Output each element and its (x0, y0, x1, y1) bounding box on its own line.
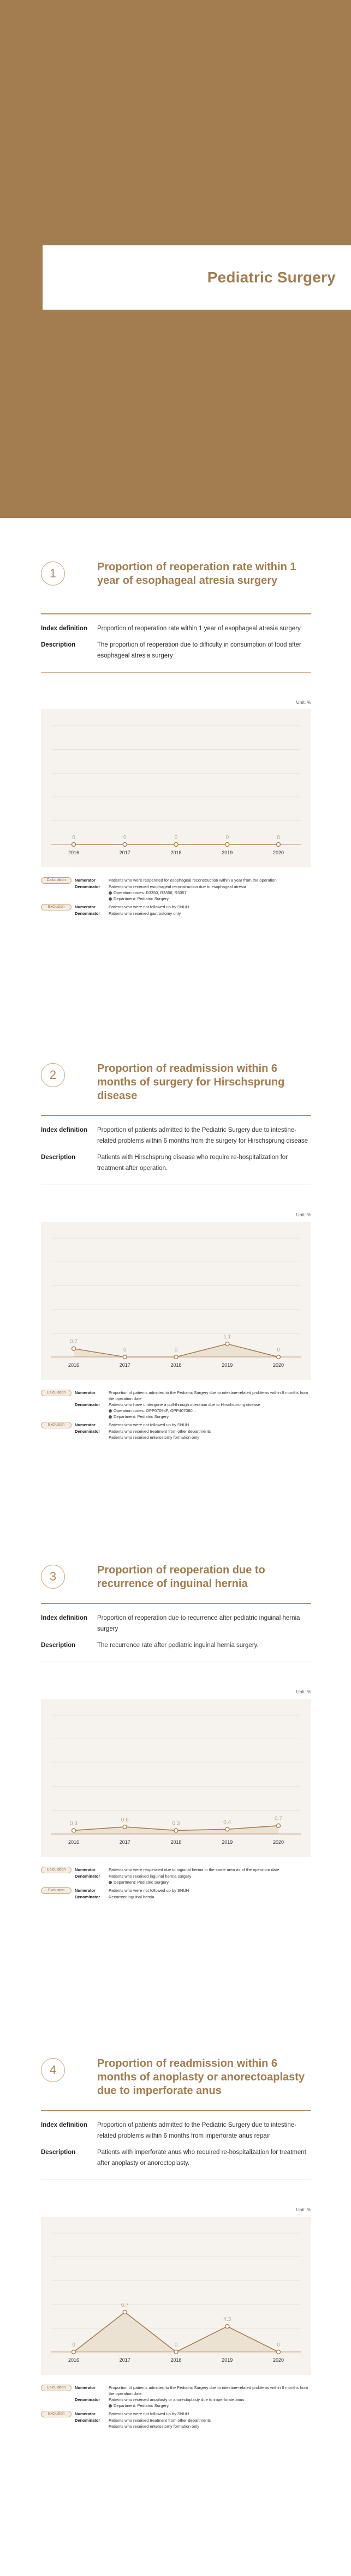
footnote-key: Denominator (75, 1429, 100, 1434)
data-label: 0.6 (121, 1817, 129, 1823)
x-tick-label: 2020 (272, 1839, 284, 1845)
description-label: Description (41, 1154, 76, 1161)
unit-label: Unit: % (296, 1212, 311, 1217)
footnote-subitem (41, 1879, 311, 1885)
footnote-row (41, 2397, 311, 2403)
x-tick-label: 2020 (272, 850, 284, 855)
index-definition-label: Index definition (41, 1127, 87, 1133)
footnote-subitem (41, 2403, 311, 2409)
footnote-subitem-text (109, 890, 311, 896)
data-point (174, 1355, 178, 1359)
spacer (41, 1879, 75, 1885)
footnote-row (41, 1887, 311, 1894)
footnote-value: Patients who received esophageal reconstruction due to esophageal atresia (109, 884, 246, 889)
footnote-subitem-text (109, 1408, 311, 1414)
description-text: The recurrence rate after pediatric inguinal hernia surgery. (97, 1642, 259, 1649)
footnote-subitem-text (109, 896, 311, 902)
spacer (41, 1434, 75, 1440)
data-point (277, 1355, 281, 1359)
data-label: 0 (174, 2342, 178, 2348)
section-header (41, 1565, 311, 1597)
footnote-row (41, 1402, 311, 1408)
footnote-key-empty (75, 1408, 109, 1414)
spacer (41, 1894, 75, 1900)
data-label: 0.3 (172, 1820, 180, 1827)
section-header (41, 1063, 311, 1109)
description-text: Patients with imperforate anus who required re-hospitalization for treatment after anoplasty or anorectoplasty. (97, 2149, 306, 2167)
exclusion-badge: Exclusion (41, 2411, 72, 2417)
footnote-value: Patients who received inguinal hernia surgery (109, 1874, 192, 1879)
footnote-key-empty (75, 2423, 109, 2429)
footnote-row (41, 1390, 311, 1402)
description-label: Description (41, 2149, 76, 2156)
spacer (41, 1408, 75, 1414)
footnote-value: Patients who were not followed up by SNUH (109, 1422, 189, 1427)
footnote-key: Denominator (75, 884, 100, 889)
data-label: 0 (123, 835, 127, 841)
footnote-row (41, 1867, 311, 1873)
data-label: 0.4 (223, 1819, 231, 1826)
description-label: Description (41, 1642, 76, 1649)
data-label: 4.3 (223, 2316, 231, 2323)
x-tick-label: 2020 (272, 2357, 284, 2363)
spacer (41, 1873, 75, 1879)
spacer (41, 2417, 75, 2423)
footnote-value: Patients who received treatment from other departments (109, 2418, 211, 2423)
chart (41, 709, 311, 867)
footnote-row (41, 1873, 311, 1879)
footnote-row (41, 910, 311, 916)
indicator-section (0, 2014, 351, 2576)
footnote-key-empty (75, 2403, 109, 2409)
exclusion-badge: Exclusion (41, 904, 72, 910)
footnote-value: Proportion of patients admitted to the Pediatric Surgery due to intestine-related problems within 6 months from the operation date (109, 2385, 308, 2396)
footnote-row (41, 1428, 311, 1434)
footnote-subitem (41, 896, 311, 902)
footnote-row (41, 1894, 311, 1900)
footnote-key-empty (75, 1414, 109, 1420)
footnote-subitem-text (109, 2403, 311, 2409)
x-tick-label: 2018 (170, 1839, 182, 1845)
divider (41, 1115, 311, 1116)
footnote-value: Patients who have undergone a pull-through operation due to Hirschsprung disease (109, 1402, 260, 1407)
footnote-key: Denominator (75, 1895, 100, 1899)
bullet-icon (109, 1881, 112, 1884)
data-label: 0.7 (275, 1815, 282, 1822)
data-point (225, 1342, 229, 1346)
footnote-row (41, 884, 311, 890)
footnote-value: Proportion of patients admitted to the Pediatric Surgery due to intestine-related problems within 6 months from the operation date (109, 1390, 308, 1401)
x-tick-label: 2018 (170, 850, 182, 855)
footnote-key-empty (75, 1434, 109, 1440)
data-point (277, 2350, 281, 2354)
footnote-key: Denominator (75, 1402, 100, 1407)
data-label: 0.7 (70, 1338, 78, 1345)
spacer (41, 1428, 75, 1434)
footnote-value: Patients who received anoplasty or anorectoplasty due to imperforate anus (109, 2397, 245, 2402)
index-definition-text: Proportion of reoperation due to recurrence after pediatric inguinal hernia surgery (97, 1615, 300, 1632)
subitem-text: Department: Pediatric Surgery (114, 1414, 169, 1419)
x-tick-label: 2016 (68, 2357, 80, 2363)
footnote-value: Patients who received treatment from other departments (109, 1429, 211, 1434)
footnote-row (41, 1422, 311, 1428)
subitem-text: Department: Pediatric Surgery (114, 896, 169, 901)
data-point (174, 2350, 178, 2354)
description-text: The proportion of reoperation due to difficulty in consumption of food after esophageal atresia surgery (97, 642, 301, 659)
section-title: Proportion of reoperation rate within 1 year of esophageal atresia surgery (97, 561, 296, 587)
footnote-subitem-text (109, 1879, 311, 1885)
footnote-value: Patients who received enterostomy formation only (109, 1435, 199, 1440)
x-tick-label: 2016 (68, 1839, 80, 1845)
data-point (277, 843, 281, 847)
x-tick-label: 2018 (170, 1362, 182, 1368)
spacer (41, 884, 75, 890)
footnote-key: Numerator (75, 2385, 96, 2390)
page-title: Pediatric Surgery (207, 269, 336, 286)
footnote-row (41, 1434, 311, 1440)
indicator-footnotes (41, 1390, 311, 1440)
x-tick-label: 2017 (119, 1839, 130, 1845)
footnote-key: Numerator (75, 1867, 96, 1872)
calculation-badge: Calculation (41, 877, 72, 884)
footnote-key: Numerator (75, 1390, 96, 1395)
bullet-icon (109, 2404, 112, 2408)
x-tick-label: 2019 (222, 2357, 233, 2363)
data-label: 0 (277, 1347, 280, 1353)
divider (41, 2110, 311, 2111)
section-header (41, 562, 311, 608)
footnote-key-empty (75, 896, 109, 902)
calculation-badge: Calculation (41, 1867, 72, 1873)
description-text: Patients with Hirschsprung disease who require re-hospitalization for treatment after operation. (97, 1154, 288, 1172)
footnote-value: Patients who received enterostomy formation only (109, 2424, 199, 2429)
spacer (41, 2423, 75, 2429)
footnote-subitem (41, 1408, 311, 1414)
exclusion-badge: Exclusion (41, 1887, 72, 1894)
data-point (72, 2350, 76, 2354)
data-point (123, 2310, 127, 2314)
x-tick-label: 2019 (222, 1362, 233, 1368)
data-label: 0 (225, 835, 229, 841)
x-tick-label: 2017 (119, 850, 130, 855)
spacer (41, 890, 75, 896)
data-label: 0 (72, 835, 75, 841)
exclusion-badge: Exclusion (41, 1422, 72, 1428)
index-definition-label: Index definition (41, 2122, 87, 2128)
indicator-section (0, 518, 351, 1019)
spacer (41, 2397, 75, 2403)
subitem-text: Operation codes: OPP07094F, OPP407080... (114, 1408, 196, 1413)
section-number: 3 (41, 1565, 65, 1589)
data-point (72, 1347, 76, 1350)
footnote-value: Recurrent inguinal hernia (109, 1895, 154, 1899)
title-band (43, 245, 351, 310)
section-number: 2 (41, 1063, 65, 1087)
spacer (41, 896, 75, 902)
footnote-value: Patients who were not followed up by SNUH (109, 2411, 189, 2416)
data-point (225, 2325, 229, 2328)
footnote-key-empty (75, 890, 109, 896)
data-point (174, 1829, 178, 1832)
bullet-icon (109, 1415, 112, 1419)
x-tick-label: 2019 (222, 1839, 233, 1845)
x-tick-label: 2017 (119, 1362, 130, 1368)
footnote-value: Patients who received gastrostomy only (109, 911, 181, 916)
chart (41, 1222, 311, 1380)
footnote-row (41, 2385, 311, 2397)
footnote-value: Patients who were reoperated due to inguinal hernia in the same area as of the operation date (109, 1867, 279, 1872)
description-label: Description (41, 642, 76, 648)
data-label: 0 (277, 2342, 280, 2348)
section-title: Proportion of readmission within 6 months of surgery for Hirschsprung disease (97, 1063, 285, 1102)
unit-label: Unit: % (296, 699, 311, 705)
spacer (41, 1414, 75, 1420)
footnote-key: Denominator (75, 1874, 100, 1879)
x-tick-label: 2019 (222, 850, 233, 855)
data-point (174, 843, 178, 847)
data-label: 0.3 (70, 1820, 78, 1827)
footnote-key-empty (75, 1879, 109, 1885)
line-chart (41, 709, 311, 867)
footnote-key: Denominator (75, 2418, 100, 2423)
footnote-row (41, 2423, 311, 2429)
footnote-value: Patients who were not followed up by SNUH (109, 904, 189, 909)
footnote-key: Denominator (75, 2397, 100, 2402)
index-definition-text: Proportion of patients admitted to the Pediatric Surgery due to intestine-related problems within 6 months from the surgery for Hirschsprung disease (97, 1127, 308, 1144)
footnote-row (41, 2411, 311, 2417)
bullet-icon (109, 891, 112, 895)
bullet-icon (109, 897, 112, 901)
indicator-section (0, 1019, 351, 1521)
calculation-badge: Calculation (41, 1390, 72, 1396)
data-label: 6.7 (121, 2302, 129, 2308)
section-header (41, 2058, 311, 2104)
x-tick-label: 2016 (68, 1362, 80, 1368)
footnote-row (41, 904, 311, 910)
data-label: 0 (123, 1347, 127, 1353)
footnote-subitem (41, 1414, 311, 1420)
x-tick-label: 2017 (119, 2357, 130, 2363)
footnote-key: Numerator (75, 2411, 96, 2416)
chart (41, 1699, 311, 1857)
subitem-text: Department: Pediatric Surgery (114, 1880, 169, 1885)
index-definition-label: Index definition (41, 625, 87, 632)
subitem-text: Department: Pediatric Surgery (114, 2403, 169, 2408)
subitem-text: Operation codes: R3350, R3356, R3357 (114, 890, 187, 895)
data-point (225, 843, 229, 847)
section-title: Proportion of readmission within 6 months of anoplasty or anorectoaplasty due to imperforate anus (97, 2058, 305, 2097)
data-label: 0 (72, 2342, 75, 2348)
cover-hero (0, 0, 351, 518)
data-point (123, 843, 127, 847)
calculation-badge: Calculation (41, 2385, 72, 2391)
indicator-sections (0, 518, 351, 2576)
footnote-key: Numerator (75, 1422, 96, 1427)
bullet-icon (109, 1409, 112, 1413)
index-definition-text: Proportion of patients admitted to the Pediatric Surgery due to intestine-related problems within 6 months from imperforate anus repair (97, 2122, 297, 2139)
section-number: 4 (41, 2058, 65, 2082)
index-definition-text: Proportion of reoperation rate within 1 year of esophageal atresia surgery (97, 625, 301, 632)
footnote-subitem (41, 890, 311, 896)
indicator-section (0, 1521, 351, 2014)
line-chart (41, 2217, 311, 2375)
footnote-value: Patients who were not followed up by SNUH (109, 1888, 189, 1893)
unit-label: Unit: % (296, 1689, 311, 1694)
footnote-key: Denominator (75, 911, 100, 916)
divider (41, 672, 311, 673)
divider (41, 1603, 311, 1604)
data-label: 0 (174, 1347, 178, 1353)
unit-label: Unit: % (296, 2207, 311, 2212)
spacer (41, 2403, 75, 2409)
chart (41, 2217, 311, 2375)
indicator-footnotes (41, 877, 311, 916)
data-point (225, 1827, 229, 1831)
data-point (123, 1355, 127, 1359)
data-point (72, 843, 76, 847)
x-tick-label: 2016 (68, 850, 80, 855)
line-chart (41, 1699, 311, 1857)
data-label: 0 (174, 835, 178, 841)
footnote-value: Patients who were reoperated for esophageal reconstruction within a year from the operation (109, 878, 277, 883)
footnote-row (41, 2417, 311, 2423)
x-tick-label: 2020 (272, 1362, 284, 1368)
indicator-footnotes (41, 1867, 311, 1900)
footnote-key: Numerator (75, 904, 96, 909)
footnote-key: Numerator (75, 878, 96, 883)
footnote-key: Numerator (75, 1888, 96, 1893)
indicator-footnotes (41, 2385, 311, 2429)
spacer (41, 1402, 75, 1408)
x-tick-label: 2018 (170, 2357, 182, 2363)
data-point (123, 1825, 127, 1829)
index-definition-label: Index definition (41, 1615, 87, 1621)
section-title: Proportion of reoperation due to recurrence of inguinal hernia (97, 1564, 265, 1590)
data-point (72, 1829, 76, 1832)
data-point (277, 1824, 281, 1827)
spacer (41, 910, 75, 916)
line-chart (41, 1222, 311, 1380)
data-label: 1.1 (223, 1334, 231, 1341)
footnote-row (41, 877, 311, 884)
divider (41, 613, 311, 614)
data-label: 0 (277, 835, 280, 841)
section-number: 1 (41, 562, 65, 586)
footnote-subitem-text (109, 1414, 311, 1420)
